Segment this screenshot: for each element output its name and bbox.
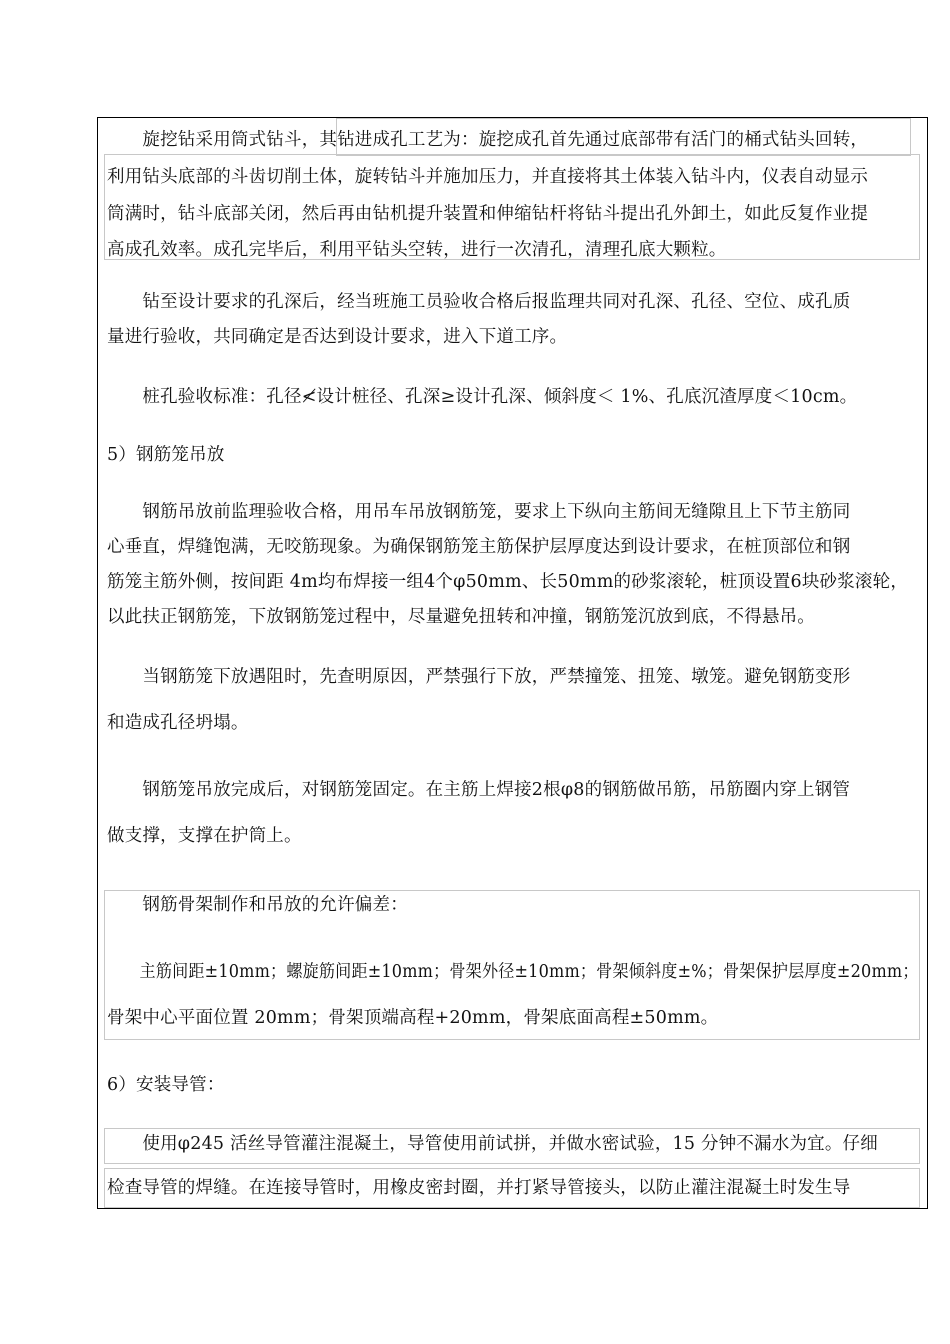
text-line: 筋笼主筋外侧，按间距 4m均布焊接一组4个φ50mm、长50mm的砂浆滚轮，桩顶设置6块砂浆滚轮， [107, 572, 909, 592]
text-line: 当钢筋笼下放遇阻时，先查明原因，严禁强行下放，严禁撞笼、扭笼、墩笼。避免钢筋变形 [107, 667, 851, 687]
text-line: 做支撑，支撑在护筒上。 [107, 826, 302, 846]
text-line: 钢筋吊放前监理验收合格，用吊车吊放钢筋笼，要求上下纵向主筋间无缝隙且上下节主筋同 [107, 502, 851, 522]
text-line: 以此扶正钢筋笼，下放钢筋笼过程中，尽量避免扭转和冲撞，钢筋笼沉放到底，不得悬吊。 [107, 607, 815, 627]
text-line: 钢筋骨架制作和吊放的允许偏差： [107, 895, 408, 915]
text-line: 筒满时，钻斗底部关闭，然后再由钻机提升装置和伸缩钻杆将钻斗提出孔外卸土，如此反复作业提 [107, 204, 869, 224]
text-line: 和造成孔径坍塌。 [107, 713, 249, 733]
text-line: 骨架中心平面位置 20mm；骨架顶端高程+20mm，骨架底面高程±50mm。 [107, 1008, 719, 1028]
text-line: 桩孔验收标准：孔径≮设计桩径、孔深≥设计孔深、倾斜度＜ 1%、孔底沉渣厚度＜10cm。 [107, 387, 858, 407]
document-frame [97, 117, 928, 1209]
text-line: 5）钢筋笼吊放 [107, 445, 225, 465]
text-line: 利用钻头底部的斗齿切削土体，旋转钻斗并施加压力，并直接将其土体装入钻斗内，仪表自动显示 [107, 167, 869, 187]
text-line: 高成孔效率。成孔完毕后，利用平钻头空转，进行一次清孔，清理孔底大颗粒。 [107, 240, 727, 260]
text-line: 主筋间距±10mm；螺旋筋间距±10mm；骨架外径±10mm；骨架倾斜度±%；骨架保护层厚度±20mm； [107, 962, 919, 982]
text-line: 旋挖钻采用筒式钻斗，其钻进成孔工艺为：旋挖成孔首先通过底部带有活门的桶式钻头回转， [107, 130, 869, 150]
text-line: 6）安装导管： [107, 1075, 225, 1095]
text-line: 心垂直，焊缝饱满，无咬筋现象。为确保钢筋笼主筋保护层厚度达到设计要求，在桩顶部位和钢 [107, 537, 851, 557]
text-line: 检查导管的焊缝。在连接导管时，用橡皮密封圈，并打紧导管接头，以防止灌注混凝土时发生导 [107, 1178, 851, 1198]
text-line: 使用φ245 活丝导管灌注混凝土，导管使用前试拼，并做水密试验，15 分钟不漏水为宜。仔细 [107, 1134, 878, 1154]
text-line: 钢筋笼吊放完成后，对钢筋笼固定。在主筋上焊接2根φ8的钢筋做吊筋，吊筋圈内穿上钢管 [107, 780, 851, 800]
text-line: 钻至设计要求的孔深后，经当班施工员验收合格后报监理共同对孔深、孔径、空位、成孔质 [107, 292, 851, 312]
text-line: 量进行验收，共同确定是否达到设计要求，进入下道工序。 [107, 327, 568, 347]
